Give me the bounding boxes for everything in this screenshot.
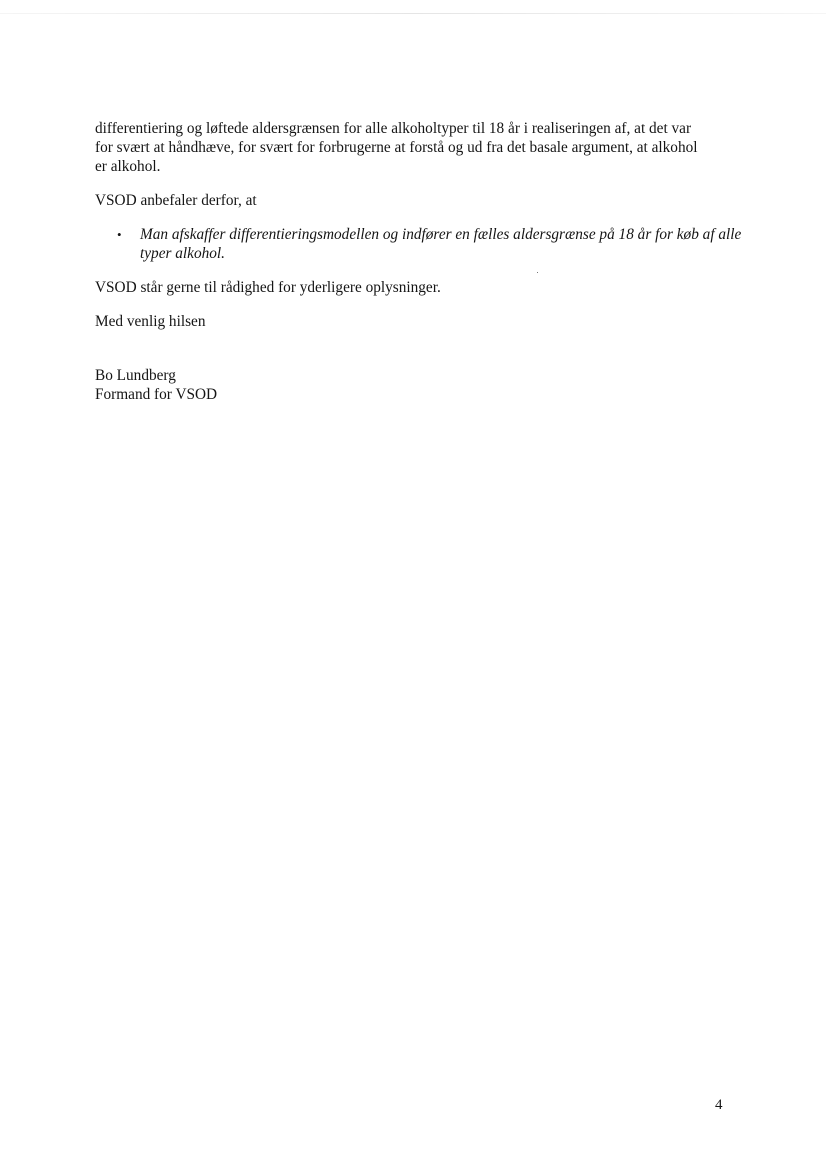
page-number: 4 <box>715 1097 723 1113</box>
signature-title: Formand for VSOD <box>95 386 218 403</box>
signature-name: Bo Lundberg <box>95 367 176 384</box>
closing-salutation: Med venlig hilsen <box>95 313 206 330</box>
scan-edge-line <box>0 13 826 14</box>
recommendation-text: Man afskaffer differentieringsmodellen og indfører en fælles aldersgrænse på 18 år for køb af alle typer alkohol. <box>140 226 742 262</box>
paragraph-recommendation-intro: VSOD anbefaler derfor, at <box>95 192 257 209</box>
list-item <box>115 225 750 263</box>
recommendation-list <box>95 225 742 263</box>
letter-body <box>95 119 742 404</box>
signature-block <box>95 366 735 404</box>
paragraph-availability: VSOD står gerne til rådighed for yderligere oplysninger. <box>95 279 441 296</box>
bullet-icon: • <box>117 227 122 242</box>
paragraph-differentiation: differentiering og løftede aldersgrænsen for alle alkoholtyper til 18 år i realiseringen af, at det var for svært at håndhæve, for svært for forbrugerne at forstå og ud fra det basale argument, at alkohol er alkohol. <box>95 120 698 175</box>
